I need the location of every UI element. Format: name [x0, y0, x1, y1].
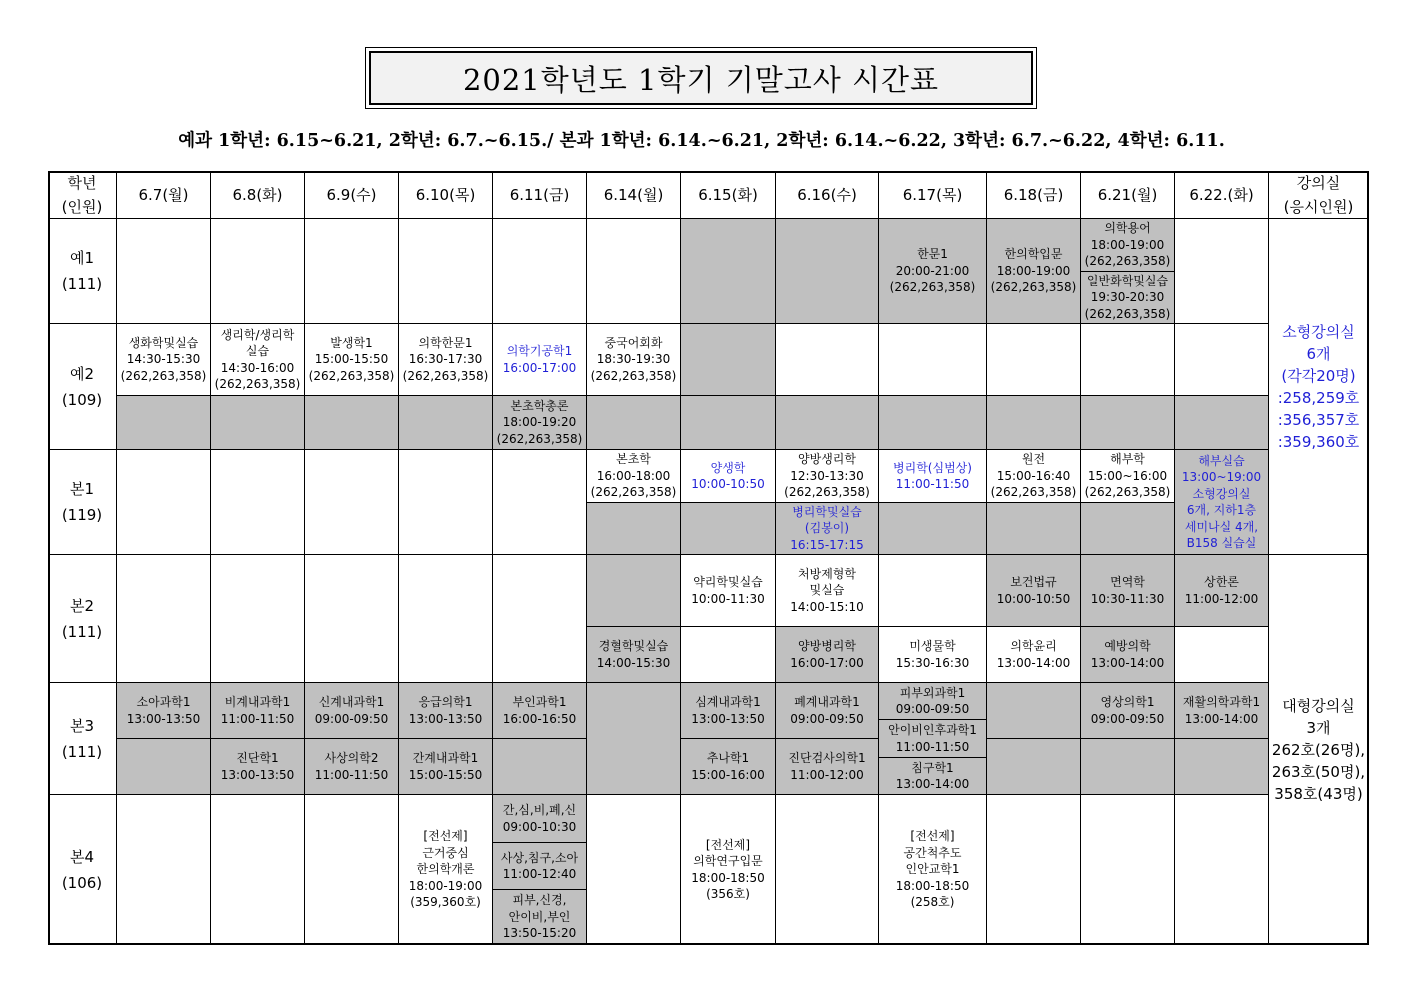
empty-cell — [1081, 324, 1175, 396]
exam-text: 면역학 — [1110, 575, 1145, 589]
empty-cell — [493, 219, 587, 324]
exam-text: 11:00-12:00 — [1184, 591, 1259, 606]
exam-text: 해부실습 — [1198, 453, 1245, 468]
date-header: 6.9(수) — [305, 171, 399, 219]
exam-cell — [117, 324, 211, 396]
exam-text: 보건법규 — [1010, 575, 1057, 589]
exam-text: 15:00-15:50 — [314, 352, 389, 367]
exam-text: 근거중심 — [422, 845, 469, 860]
grade-name: 예2 — [69, 364, 95, 383]
empty-cell — [1175, 324, 1269, 396]
empty-cell — [587, 683, 681, 795]
exam-text: 15:00-15:50 — [408, 767, 483, 782]
exam-cell — [681, 739, 776, 795]
header-text: 강의실 — [1296, 173, 1341, 192]
date-header: 6.18(금) — [987, 171, 1081, 219]
empty-cell — [305, 450, 399, 555]
exam-text: 10:30-11:30 — [1090, 591, 1165, 606]
empty-cell — [211, 396, 305, 450]
exam-cell — [879, 450, 987, 503]
exam-period-summary: 예과 1학년: 6.15~6.21, 2학년: 6.7.~6.15./ 본과 1학년: 6.14.~6.21, 2학년: 6.14.~6.22, 3학년: 6.7.~6.22, 4학년: 6.11. — [178, 131, 1225, 151]
empty-cell — [587, 396, 681, 450]
date-header: 6.10(목) — [399, 171, 493, 219]
exam-cell — [987, 450, 1081, 503]
empty-cell — [305, 219, 399, 324]
grade-name: 본3 — [69, 716, 95, 735]
exam-text: (262,263,358) — [308, 368, 395, 383]
exam-text: 부인과학1 — [512, 695, 567, 709]
empty-cell — [493, 739, 587, 795]
exam-text: 10:00-11:30 — [691, 591, 765, 606]
empty-cell — [117, 739, 211, 795]
exam-cell — [879, 795, 987, 945]
grade-row-header — [48, 683, 117, 795]
room-text: 소형강의실 — [1282, 322, 1355, 341]
exam-text: (김봉이) — [804, 521, 850, 536]
exam-text: 14:30-15:30 — [126, 352, 201, 367]
empty-cell — [1175, 739, 1269, 795]
room-text: 6개 — [1306, 344, 1331, 363]
empty-cell — [776, 795, 879, 945]
exam-cell — [879, 683, 987, 720]
grade-name: 본2 — [69, 596, 95, 615]
exam-cell — [211, 324, 305, 396]
exam-text: 18:00-19:00 — [408, 878, 483, 893]
exam-cell — [879, 219, 987, 324]
exam-text: 한의학개론 — [416, 862, 475, 877]
exam-text: (356호) — [706, 887, 750, 901]
room-text: :258,259호 — [1277, 388, 1360, 407]
exam-cell — [879, 627, 987, 683]
exam-text: 안이비인후과학1 — [888, 723, 977, 737]
empty-cell — [117, 219, 211, 324]
header-text: (응시인원) — [1283, 197, 1354, 216]
empty-cell — [681, 503, 776, 555]
date-header: 6.17(목) — [879, 171, 987, 219]
exam-cell — [399, 795, 493, 945]
exam-cell — [776, 627, 879, 683]
exam-text: 11:00-11:50 — [895, 739, 970, 754]
exam-cell — [305, 683, 399, 739]
exam-cell — [681, 450, 776, 503]
exam-text: 15:30-16:30 — [895, 655, 970, 670]
empty-cell — [587, 503, 681, 555]
grade-count: (109) — [61, 390, 103, 409]
exam-cell — [879, 720, 987, 758]
exam-text: 16:15-17:15 — [790, 537, 864, 552]
header-text: 학년 — [67, 173, 97, 192]
grade-row-header — [48, 795, 117, 945]
empty-cell — [681, 627, 776, 683]
exam-text: (262,263,358) — [590, 485, 677, 500]
exam-text: 의학기공학1 — [506, 344, 573, 358]
exam-text: 진단학1 — [236, 751, 279, 765]
exam-text: 미생물학 — [909, 639, 956, 653]
exam-text: 11:00-11:50 — [314, 767, 389, 782]
empty-cell — [1081, 739, 1175, 795]
exam-text: 09:00-10:30 — [502, 819, 577, 834]
exam-text: 간계내과학1 — [412, 751, 479, 765]
exam-cell — [681, 555, 776, 627]
grade-count: (111) — [61, 622, 103, 641]
exam-text: 양방생리학 — [798, 452, 856, 467]
exam-text: (262,263,358) — [590, 368, 677, 383]
empty-cell — [587, 555, 681, 627]
exam-text: (262,263,358) — [990, 485, 1077, 500]
empty-cell — [211, 795, 305, 945]
exam-text: 14:30-16:00 — [220, 360, 295, 375]
empty-cell — [399, 219, 493, 324]
exam-cell — [493, 324, 587, 396]
exam-cell — [117, 683, 211, 739]
exam-text: 세미나실 4개, — [1184, 519, 1259, 534]
exam-text: 심계내과학1 — [695, 695, 761, 709]
date-header: 6.16(수) — [776, 171, 879, 219]
exam-text: 사상,침구,소아 — [500, 850, 579, 865]
date-header: 6.22.(화) — [1175, 171, 1269, 219]
empty-cell — [211, 219, 305, 324]
exam-text: 약리학및실습 — [693, 575, 763, 589]
exam-text: 상한론 — [1204, 575, 1239, 589]
exam-text: 15:00-16:00 — [691, 767, 765, 782]
exam-text: 19:30-20:30 — [1090, 290, 1165, 305]
empty-cell — [987, 396, 1081, 450]
empty-cell — [987, 683, 1081, 739]
exam-cell — [1081, 627, 1175, 683]
exam-text: (262,263,358) — [402, 368, 489, 383]
empty-cell — [879, 503, 987, 555]
exam-cell — [211, 683, 305, 739]
page-title: 2021학년도 1학기 기말고사 시간표 — [369, 51, 1033, 105]
exam-cell — [493, 396, 587, 450]
exam-cell — [681, 795, 776, 945]
empty-cell — [987, 324, 1081, 396]
empty-cell — [211, 450, 305, 555]
exam-cell — [587, 324, 681, 396]
empty-cell — [1175, 219, 1269, 324]
exam-text: 15:00~16:00 — [1087, 468, 1168, 483]
exam-text: 간,심,비,폐,신 — [502, 803, 577, 817]
exam-text: (262,263,358) — [889, 280, 976, 295]
exam-cell — [399, 324, 493, 396]
exam-text: 피부,신경, — [512, 893, 567, 908]
exam-text: 16:00-16:50 — [502, 711, 577, 726]
exam-text: 16:00-17:00 — [790, 655, 864, 670]
exam-text: 경혈학및실습 — [598, 639, 669, 653]
exam-text: 13:00-14:00 — [1184, 711, 1259, 726]
empty-cell — [399, 396, 493, 450]
exam-text: 및실습 — [809, 583, 845, 598]
exam-text: [전선제] — [705, 837, 751, 852]
exam-cell — [1081, 450, 1175, 503]
exam-cell — [1081, 555, 1175, 627]
exam-cell — [1175, 555, 1269, 627]
grade-name: 본4 — [69, 847, 95, 866]
grade-count: (119) — [61, 506, 103, 524]
exam-text: (262,263,358) — [784, 485, 870, 500]
exam-text: (262,263,358) — [214, 377, 301, 391]
exam-cell — [681, 683, 776, 739]
exam-text: 사상의학2 — [324, 751, 379, 765]
exam-text: 비계내과학1 — [224, 695, 291, 709]
exam-text: 13:00-14:00 — [996, 655, 1071, 670]
grade-row-header — [48, 324, 117, 450]
exam-text: 일반화학및실습 — [1086, 273, 1169, 288]
exam-text: 처방제형학 — [798, 566, 856, 581]
grade-row-header — [48, 219, 117, 324]
empty-cell — [776, 396, 879, 450]
exam-text: (262,263,358) — [1084, 254, 1171, 269]
header-text: (인원) — [61, 197, 103, 216]
room-text: (각각20명) — [1281, 366, 1356, 385]
exam-text: 진단검사의학1 — [788, 751, 866, 765]
room-text: 262호(26명), — [1271, 740, 1366, 759]
empty-cell — [776, 219, 879, 324]
exam-text: 10:00-10:50 — [996, 591, 1071, 606]
grade-row-header — [48, 555, 117, 683]
large-room-info — [1269, 555, 1369, 945]
exam-text: 한문1 — [917, 247, 948, 262]
exam-cell — [211, 739, 305, 795]
date-header: 6.14(월) — [587, 171, 681, 219]
exam-text: [전선제] — [423, 829, 468, 844]
exam-cell — [493, 890, 587, 945]
empty-cell — [1081, 795, 1175, 945]
exam-cell — [305, 324, 399, 396]
exam-text: 원전 — [1021, 452, 1046, 467]
exam-text: (262,263,358) — [120, 368, 207, 383]
exam-text: 영상의학1 — [1100, 695, 1155, 709]
empty-cell — [987, 795, 1081, 945]
room-text: :356,357호 — [1277, 410, 1360, 429]
exam-cell — [493, 795, 587, 843]
date-header: 6.11(금) — [493, 171, 587, 219]
exam-text: 양생학 — [710, 460, 746, 475]
exam-cell — [1175, 450, 1269, 555]
empty-cell — [305, 555, 399, 683]
grade-count: (106) — [61, 873, 103, 892]
room-text: 3개 — [1306, 718, 1331, 737]
exam-text: 피부외과학1 — [899, 685, 966, 700]
empty-cell — [987, 503, 1081, 555]
exam-text: 12:30-13:30 — [790, 468, 864, 483]
exam-text: (262,263,358) — [990, 280, 1077, 295]
date-header: 6.7(월) — [117, 171, 211, 219]
empty-cell — [399, 450, 493, 555]
room-text: 358호(43명) — [1274, 784, 1363, 803]
exam-text: 14:00-15:30 — [596, 655, 671, 670]
exam-text: 16:00-17:00 — [502, 360, 577, 375]
exam-text: 13:00-13:50 — [126, 711, 201, 726]
exam-cell — [305, 739, 399, 795]
exam-text: 재활의학과학1 — [1182, 695, 1261, 709]
exam-text: 생리학/생리학 — [220, 327, 295, 342]
exam-text: 발생학1 — [330, 335, 373, 350]
empty-cell — [211, 555, 305, 683]
exam-text: 침구학1 — [911, 760, 954, 775]
exam-text: 응급의학1 — [418, 695, 473, 709]
exam-text: 09:00-09:50 — [314, 711, 389, 726]
empty-cell — [681, 396, 776, 450]
exam-text: 의학윤리 — [1010, 639, 1057, 653]
exam-text: 13:00-13:50 — [408, 711, 483, 726]
exam-text: 인안교학1 — [905, 862, 960, 877]
exam-text: 11:00-12:40 — [502, 867, 577, 881]
exam-text: 13:50-15:20 — [502, 926, 577, 941]
exam-text: 16:30-17:30 — [408, 352, 483, 367]
empty-cell — [1175, 627, 1269, 683]
empty-cell — [117, 450, 211, 555]
date-header: 6.8(화) — [211, 171, 305, 219]
exam-text: 13:00-14:00 — [895, 777, 970, 791]
exam-text: 본초학총론 — [510, 398, 569, 413]
exam-cell — [776, 503, 879, 555]
exam-cell — [987, 219, 1081, 324]
exam-cell — [399, 739, 493, 795]
exam-text: 본초학 — [616, 452, 651, 467]
date-header: 6.15(화) — [681, 171, 776, 219]
exam-text: 13:00-14:00 — [1090, 655, 1165, 670]
exam-text: 병리학및실습 — [792, 504, 862, 519]
exam-text: 13:00~19:00 — [1181, 470, 1262, 484]
exam-text: (262,263,358) — [1084, 306, 1171, 321]
empty-cell — [1175, 396, 1269, 450]
room-text: 263호(50명), — [1271, 762, 1366, 781]
exam-text: 09:00-09:50 — [895, 702, 970, 716]
exam-text: 신계내과학1 — [318, 695, 385, 709]
exam-text: 15:00-16:40 — [996, 468, 1071, 483]
exam-cell — [879, 758, 987, 795]
exam-text: 20:00-21:00 — [895, 263, 970, 278]
empty-cell — [987, 739, 1081, 795]
empty-cell — [305, 396, 399, 450]
exam-text: 09:00-09:50 — [1090, 711, 1165, 726]
exam-cell — [987, 555, 1081, 627]
exam-text: 추나학1 — [706, 751, 750, 765]
exam-text: 18:00-19:00 — [1090, 237, 1165, 252]
empty-cell — [776, 324, 879, 396]
exam-text: 중국어회화 — [604, 335, 663, 350]
grade-count: (111) — [61, 742, 103, 761]
exam-text: 6개, 지하1층 — [1186, 503, 1257, 517]
exam-cell — [987, 627, 1081, 683]
grade-name: 예1 — [69, 249, 95, 267]
exam-text: (262,263,358) — [496, 431, 583, 446]
small-room-info — [1269, 219, 1369, 555]
grade-row-header — [48, 450, 117, 555]
empty-cell — [1081, 396, 1175, 450]
exam-text: 18:30-19:30 — [596, 352, 671, 367]
empty-cell — [493, 450, 587, 555]
empty-cell — [1081, 503, 1175, 555]
exam-cell — [587, 450, 681, 503]
exam-cell — [776, 555, 879, 627]
exam-text: 의학한문1 — [418, 335, 473, 350]
grade-header — [48, 171, 117, 219]
empty-cell — [587, 219, 681, 324]
exam-cell — [776, 683, 879, 739]
empty-cell — [117, 396, 211, 450]
exam-text: 11:00-11:50 — [220, 711, 295, 726]
exam-text: 소형강의실 — [1192, 486, 1251, 501]
exam-text: 병리학(심범상) — [893, 460, 972, 475]
exam-text: 실습 — [245, 344, 270, 358]
exam-text: 해부학 — [1110, 452, 1145, 467]
empty-cell — [681, 219, 776, 324]
exam-text: 예방의학 — [1104, 639, 1151, 653]
exam-text: 16:00-18:00 — [596, 468, 671, 483]
empty-cell — [587, 795, 681, 945]
room-header — [1269, 171, 1369, 219]
empty-cell — [493, 555, 587, 683]
exam-cell — [1081, 272, 1175, 324]
exam-text: (262,263,358) — [1084, 485, 1171, 500]
grade-count: (111) — [61, 275, 103, 293]
exam-text: B158 실습실 — [1186, 536, 1257, 550]
date-header: 6.21(월) — [1081, 171, 1175, 219]
empty-cell — [879, 396, 987, 450]
empty-cell — [681, 324, 776, 396]
exam-text: 09:00-09:50 — [790, 711, 864, 726]
exam-text: 폐계내과학1 — [794, 695, 860, 709]
exam-text: 10:00-10:50 — [691, 477, 765, 491]
empty-cell — [117, 795, 211, 945]
exam-text: 18:00-18:50 — [691, 870, 765, 885]
exam-text: 안이비,부인 — [508, 909, 571, 924]
exam-text: 11:00-11:50 — [895, 477, 970, 491]
exam-text: 13:00-13:50 — [691, 711, 765, 726]
exam-cell — [493, 843, 587, 890]
exam-cell — [1081, 683, 1175, 739]
room-text: 대형강의실 — [1282, 696, 1355, 715]
room-text: :359,360호 — [1277, 432, 1360, 451]
exam-text: (359,360호) — [410, 895, 481, 910]
empty-cell — [399, 555, 493, 683]
exam-cell — [776, 450, 879, 503]
exam-text: 한의학입문 — [1004, 247, 1063, 262]
exam-text: 11:00-12:00 — [790, 767, 864, 782]
empty-cell — [1175, 795, 1269, 945]
exam-text: 의학용어 — [1104, 221, 1151, 236]
exam-text: 양방병리학 — [798, 639, 856, 653]
exam-text: [전선제] — [910, 829, 955, 844]
exam-cell — [399, 683, 493, 739]
exam-text: 18:00-19:00 — [996, 263, 1071, 278]
empty-cell — [117, 555, 211, 683]
empty-cell — [305, 795, 399, 945]
exam-text: 18:00-18:50 — [895, 878, 970, 893]
grade-name: 본1 — [69, 480, 95, 498]
exam-text: 생화학및실습 — [128, 335, 199, 350]
exam-cell — [776, 739, 879, 795]
empty-cell — [879, 324, 987, 396]
exam-cell — [1081, 219, 1175, 272]
exam-cell — [587, 627, 681, 683]
exam-text: 의학연구입문 — [693, 854, 763, 868]
exam-text: 18:00-19:20 — [502, 415, 577, 430]
exam-text: (258호) — [910, 895, 955, 910]
empty-cell — [879, 555, 987, 627]
exam-text: 14:00-15:10 — [790, 599, 864, 614]
exam-cell — [493, 683, 587, 739]
exam-text: 소아과학1 — [136, 695, 191, 709]
exam-cell — [1175, 683, 1269, 739]
exam-text: 공간척추도 — [903, 845, 962, 860]
exam-text: 13:00-13:50 — [220, 767, 295, 782]
